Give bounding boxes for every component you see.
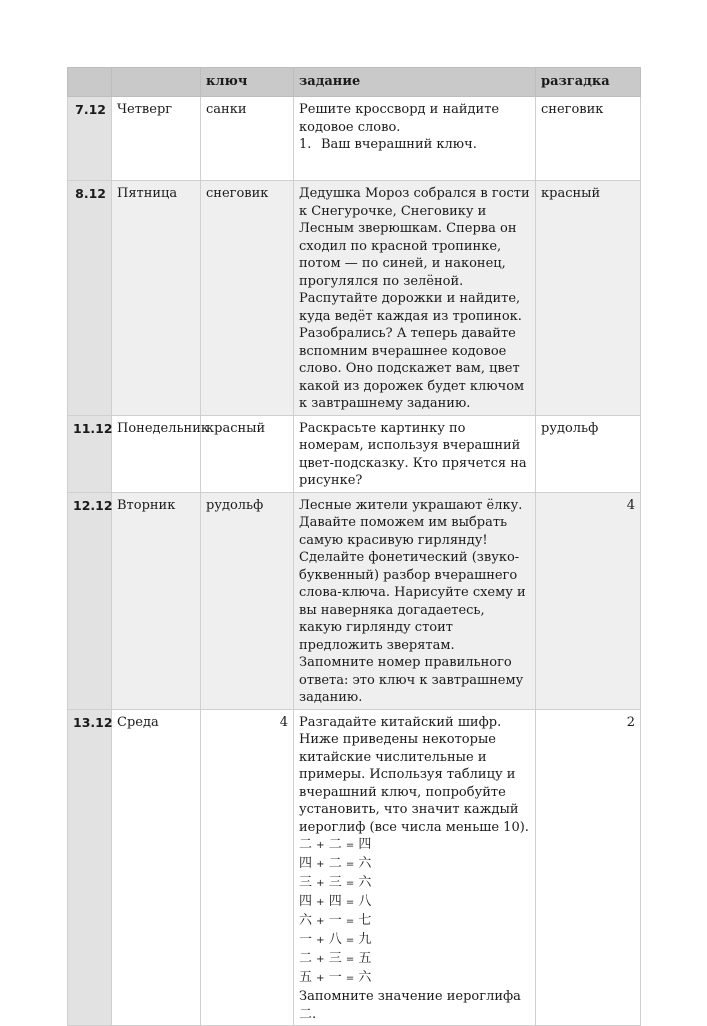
row-task bbox=[294, 97, 536, 181]
equation-glyph: 二 bbox=[328, 856, 342, 871]
task-list-item bbox=[299, 136, 530, 154]
equation-operator: + bbox=[316, 878, 325, 889]
equation-operator: + bbox=[316, 954, 325, 965]
equation-glyph: 二 bbox=[299, 951, 313, 966]
table-row bbox=[68, 415, 641, 492]
row-date: 11.12 bbox=[68, 415, 112, 492]
table-row bbox=[68, 709, 641, 1026]
task-paragraph: Лесные жители украшают ёлку. Давайте поможем им выбрать самую красивую гирлянду! bbox=[299, 497, 523, 548]
equation-operator: = bbox=[345, 935, 355, 946]
equation-operator: + bbox=[316, 973, 325, 984]
advent-schedule-table bbox=[67, 67, 641, 1026]
equation-line bbox=[299, 855, 530, 874]
equation-operator: + bbox=[316, 859, 325, 870]
equation-glyph: 三 bbox=[299, 875, 313, 890]
row-answer: красный bbox=[536, 181, 641, 416]
equation-glyph: 四 bbox=[358, 837, 372, 852]
equation-glyph: 六 bbox=[299, 913, 313, 928]
equation-glyph: 一 bbox=[328, 913, 342, 928]
equation-glyph: 二 bbox=[328, 837, 342, 852]
equation-glyph: 七 bbox=[358, 913, 372, 928]
equation-line bbox=[299, 950, 530, 969]
row-answer: 2 bbox=[536, 709, 641, 1026]
row-task bbox=[294, 709, 536, 1026]
equation-glyph: 九 bbox=[358, 932, 372, 947]
list-marker: 1. bbox=[299, 137, 312, 152]
row-day: Среда bbox=[112, 709, 201, 1026]
row-key: санки bbox=[201, 97, 294, 181]
header-key: ключ bbox=[201, 68, 294, 97]
equation-glyph: 一 bbox=[328, 970, 342, 985]
equation-operator: + bbox=[316, 916, 325, 927]
row-task: Раскрасьте картинку по номерам, используя вчерашний цвет-подсказку. Кто прячется на рисунке? bbox=[294, 415, 536, 492]
list-item-text: Ваш вчерашний ключ. bbox=[321, 137, 477, 152]
equation-glyph: 二 bbox=[299, 837, 313, 852]
task-text: Решите кроссворд и найдите кодовое слово. bbox=[299, 102, 500, 135]
row-key: рудольф bbox=[201, 492, 294, 709]
equation-operator: = bbox=[345, 859, 355, 870]
equation-glyph: 六 bbox=[358, 856, 372, 871]
equation-line bbox=[299, 874, 530, 893]
header-date bbox=[68, 68, 112, 97]
row-date: 13.12 bbox=[68, 709, 112, 1026]
equation-glyph: 三 bbox=[328, 951, 342, 966]
row-day: Вторник bbox=[112, 492, 201, 709]
equation-operator: + bbox=[316, 840, 325, 851]
equation-glyph: 三 bbox=[328, 875, 342, 890]
equation-glyph: 一 bbox=[299, 932, 313, 947]
equation-line bbox=[299, 969, 530, 988]
header-task: задание bbox=[294, 68, 536, 97]
header-answer: разгадка bbox=[536, 68, 641, 97]
equation-line bbox=[299, 893, 530, 912]
table-header-row bbox=[68, 68, 641, 97]
task-paragraph: Запомните номер правильного ответа: это ключ к завтрашнему заданию. bbox=[299, 655, 524, 705]
equation-glyph: 六 bbox=[358, 875, 372, 890]
task-paragraph: Сделайте фонетический (звуко-буквенный) разбор вчерашнего слова-ключа. Нарисуйте схему и вы наверняка догадаетесь, какую гирлянду стоит предложить зверятам. bbox=[299, 550, 526, 653]
row-day: Пятница bbox=[112, 181, 201, 416]
equation-glyph: 八 bbox=[328, 932, 342, 947]
equation-line bbox=[299, 912, 530, 931]
row-key: 4 bbox=[201, 709, 294, 1026]
equation-operator: = bbox=[345, 878, 355, 889]
table-row bbox=[68, 97, 641, 181]
row-day: Понедельник bbox=[112, 415, 201, 492]
row-answer: снеговик bbox=[536, 97, 641, 181]
task-outro: Запомните значение иероглифа 二. bbox=[299, 989, 521, 1022]
row-key: красный bbox=[201, 415, 294, 492]
row-date: 8.12 bbox=[68, 181, 112, 416]
equation-glyph: 六 bbox=[358, 970, 372, 985]
equation-operator: = bbox=[345, 973, 355, 984]
equation-glyph: 五 bbox=[299, 970, 313, 985]
equation-glyph: 四 bbox=[299, 856, 313, 871]
equation-line bbox=[299, 931, 530, 950]
row-answer: рудольф bbox=[536, 415, 641, 492]
row-task bbox=[294, 492, 536, 709]
equation-operator: = bbox=[345, 840, 355, 851]
row-answer: 4 bbox=[536, 492, 641, 709]
row-key: снеговик bbox=[201, 181, 294, 416]
table-row bbox=[68, 492, 641, 709]
equation-glyph: 五 bbox=[358, 951, 372, 966]
equation-operator: = bbox=[345, 897, 355, 908]
equation-list bbox=[299, 836, 530, 988]
equation-operator: = bbox=[345, 954, 355, 965]
row-day: Четверг bbox=[112, 97, 201, 181]
row-date: 7.12 bbox=[68, 97, 112, 181]
table-row bbox=[68, 181, 641, 416]
equation-operator: = bbox=[345, 916, 355, 927]
row-task: Дедушка Мороз собрался в гости к Снегурочке, Снеговику и Лесным зверюшкам. Сперва он сходил по красной тропинке, потом — по синей, и наконец, прогулялся по зелёной. Распутайте дорожки и найдите, куда ведёт каждая из тропинок. Разобрались? А теперь давайте вспомним вчерашнее кодовое слово. Оно подскажет вам, цвет какой из дорожек будет ключом к завтрашнему заданию. bbox=[294, 181, 536, 416]
task-description: Ниже приведены некоторые китайские числительные и примеры. Используя таблицу и вчерашний ключ, попробуйте установить, что значит каждый иероглиф (все числа меньше 10). bbox=[299, 732, 529, 835]
equation-line bbox=[299, 836, 530, 855]
equation-glyph: 四 bbox=[328, 894, 342, 909]
row-date: 12.12 bbox=[68, 492, 112, 709]
equation-glyph: 八 bbox=[358, 894, 372, 909]
task-intro: Разгадайте китайский шифр. bbox=[299, 714, 502, 730]
equation-operator: + bbox=[316, 935, 325, 946]
equation-glyph: 四 bbox=[299, 894, 313, 909]
equation-operator: + bbox=[316, 897, 325, 908]
header-day bbox=[112, 68, 201, 97]
